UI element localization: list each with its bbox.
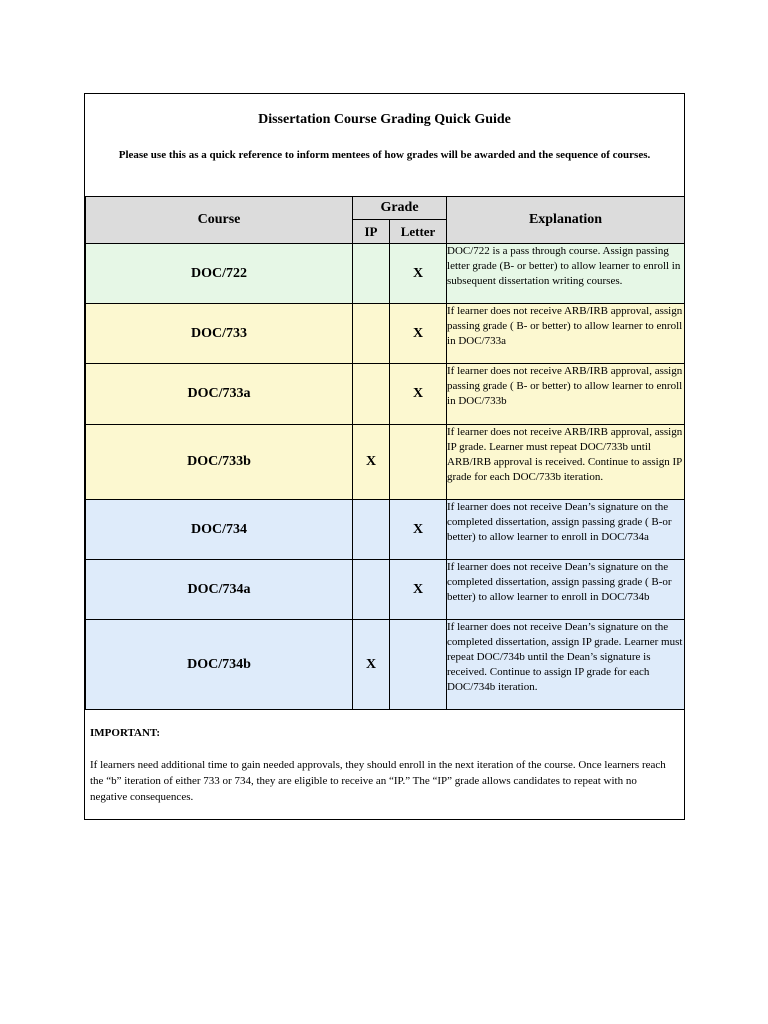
table-row [86,244,685,304]
letter-mark [390,425,447,500]
ip-mark [353,500,390,560]
important-note [90,725,675,805]
page-title: Dissertation Course Grading Quick Guide [258,112,511,127]
ip-mark [353,244,390,304]
explanation-text: If learner does not receive Dean’s signature on the completed dissertation, assign IP grade. Learner must repeat DOC/734b until the Dean’s signature is received. Continue to assign IP grade for each DOC/734b iteration. [447,620,685,710]
ip-mark [353,304,390,364]
course-code: DOC/722 [86,244,353,304]
important-label: IMPORTANT: [90,727,161,739]
explanation-text: If learner does not receive Dean’s signature on the completed dissertation, assign passing grade ( B-or better) to allow learner to enroll in DOC/734b [447,560,685,620]
table-row [86,425,685,500]
ip-mark: X [353,425,390,500]
letter-mark: X [390,364,447,425]
explanation-text: If learner does not receive Dean’s signature on the completed dissertation, assign passing grade ( B-or better) to allow learner to enroll in DOC/734a [447,500,685,560]
explanation-text: DOC/722 is a pass through course. Assign passing letter grade (B- or better) to allow learner to enroll in subsequent dissertation writing courses. [447,244,685,304]
letter-mark: X [390,500,447,560]
ip-column-header: IP [353,220,390,244]
letter-mark: X [390,304,447,364]
table-row [86,620,685,710]
table-row [86,364,685,425]
letter-mark [390,620,447,710]
table-row [86,560,685,620]
grading-table [85,196,685,710]
table-row [86,304,685,364]
course-code: DOC/733b [86,425,353,500]
ip-mark: X [353,620,390,710]
important-note-text: If learners need additional time to gain needed approvals, they should enroll in the next iteration of the course. Once learners reach the “b” iteration of either 733 or 734, they are eligible to receive an “IP.” The “IP” grade allows candidates to repeat with no negative consequences. [90,759,666,803]
course-column-header: Course [86,197,353,244]
letter-column-header: Letter [390,220,447,244]
page-subtitle: Please use this as a quick reference to inform mentees of how grades will be awarded and the sequence of courses. [118,149,651,161]
explanation-text: If learner does not receive ARB/IRB approval, assign IP grade. Learner must repeat DOC/733b until ARB/IRB approval is received. Continue to assign IP grade for each DOC/733b iteration. [447,425,685,500]
course-code: DOC/733a [86,364,353,425]
explanation-text: If learner does not receive ARB/IRB approval, assign passing grade ( B- or better) to allow learner to enroll in DOC/733a [447,304,685,364]
ip-mark [353,364,390,425]
table-row [86,500,685,560]
ip-mark [353,560,390,620]
letter-mark: X [390,560,447,620]
course-code: DOC/734a [86,560,353,620]
grading-guide [84,93,685,820]
grade-column-header: Grade [353,197,447,220]
course-code: DOC/734b [86,620,353,710]
explanation-column-header: Explanation [447,197,685,244]
course-code: DOC/734 [86,500,353,560]
guide-header [85,94,684,196]
explanation-text: If learner does not receive ARB/IRB approval, assign passing grade ( B- or better) to allow learner to enroll in DOC/733b [447,364,685,425]
course-code: DOC/733 [86,304,353,364]
letter-mark: X [390,244,447,304]
